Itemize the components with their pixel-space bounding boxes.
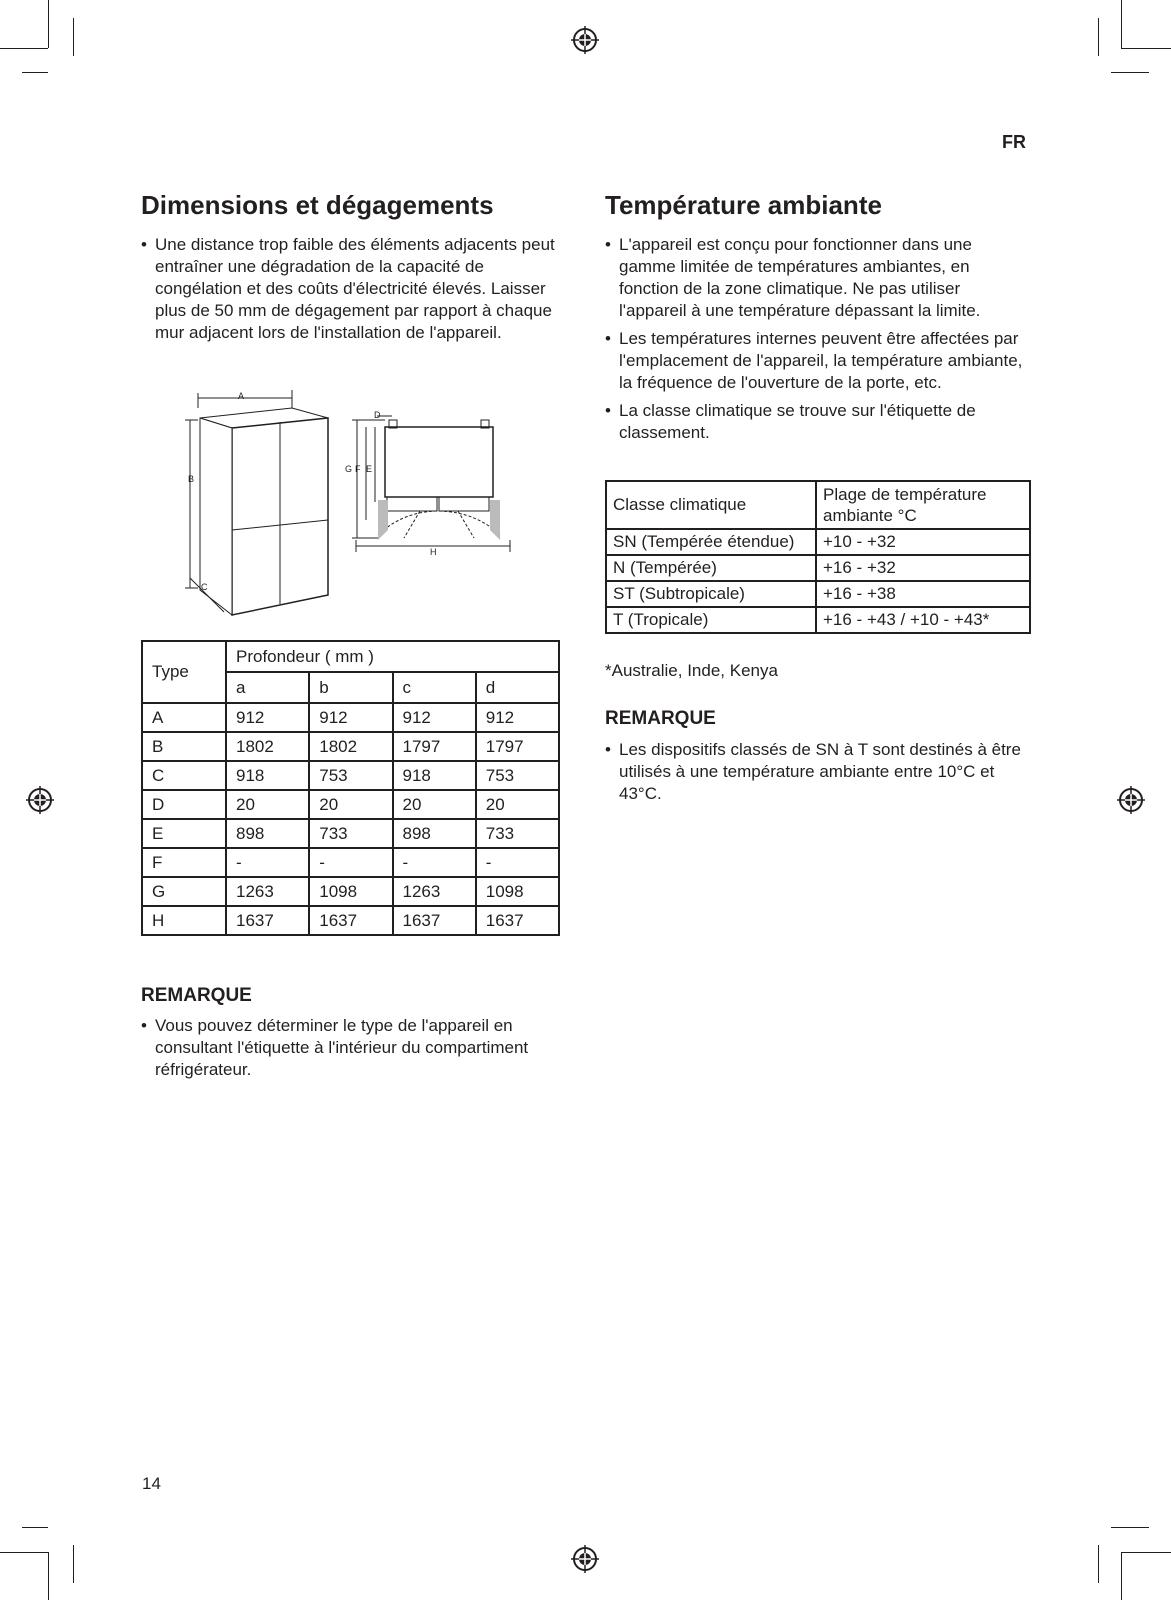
table-cell: SN (Tempérée étendue) [606,529,816,555]
table-row [142,732,559,761]
table-cell: 1637 [226,906,309,935]
table-cell: 20 [309,790,392,819]
table-cell: +16 - +43 / +10 - +43* [816,607,1030,633]
table-cell: 898 [226,819,309,848]
table-column-header: a [226,672,309,703]
left-note-bullet-list [141,1015,561,1087]
table-cell: - [226,848,309,877]
table-cell: 20 [476,790,559,819]
row-label: B [142,732,226,761]
section-title-dimensions: Dimensions et dégagements [141,190,494,220]
table-cell: 1802 [309,732,392,761]
table-cell: +10 - +32 [816,529,1030,555]
table-cell: 918 [226,761,309,790]
table-cell: 912 [476,703,559,732]
table-cell: - [393,848,476,877]
diagram-label-a: A [238,391,245,401]
row-label: F [142,848,226,877]
crop-mark [73,1545,74,1583]
crop-mark [0,48,48,49]
row-label: A [142,703,226,732]
crop-mark [48,0,49,48]
table-cell: +16 - +38 [816,581,1030,607]
crop-mark [73,18,74,56]
table-column-header: c [393,672,476,703]
registration-mark-icon [571,1545,599,1573]
crop-mark [1121,1552,1122,1600]
crop-mark [22,72,48,73]
table-cell: 1098 [476,877,559,906]
crop-mark [0,1552,48,1553]
table-cell: 1797 [476,732,559,761]
table-cell: 20 [393,790,476,819]
table-row [606,555,1030,581]
list-item: • Une distance trop faible des éléments adjacents peut entraîner une dégradation de la capacité de congélation et des coûts d'électricité élevés. Laisser plus de 50 mm de dégagement par rapport à chaque mur adjacent lors de l'installation de l'appareil. [141,234,561,344]
table-cell: 912 [309,703,392,732]
table-row [142,848,559,877]
diagram-label-c: C [201,582,208,592]
row-label: E [142,819,226,848]
list-item: • L'appareil est conçu pour fonctionner dans une gamme limitée de températures ambiantes, en fonction de la zone climatique. Ne pas utiliser l'appareil à une température dépassant la limite. [605,234,1025,322]
dimensions-table [141,640,560,936]
dimensions-bullet-list [141,234,561,350]
crop-mark [1121,1552,1171,1553]
diagram-label-b: B [188,474,195,484]
table-cell: 918 [393,761,476,790]
table-cell: 20 [226,790,309,819]
table-cell: 1263 [393,877,476,906]
table-cell: 898 [393,819,476,848]
table-cell: - [309,848,392,877]
table-row [606,581,1030,607]
table-cell: 1637 [476,906,559,935]
temperature-bullet-list [605,234,1025,450]
table-cell: 912 [393,703,476,732]
row-label: C [142,761,226,790]
diagram-label-g: G [345,464,353,474]
section-title-ambient-temperature: Température ambiante [605,190,882,220]
table-header-type: Type [142,641,226,703]
language-label: FR [1002,132,1026,152]
table-cell: 912 [226,703,309,732]
table-cell: T (Tropicale) [606,607,816,633]
table-cell: 1098 [309,877,392,906]
table-column-header: d [476,672,559,703]
diagram-label-f: F [355,464,361,474]
table-row [606,607,1030,633]
row-label: H [142,906,226,935]
table-cell: 733 [309,819,392,848]
table-cell: 733 [476,819,559,848]
table-row [142,877,559,906]
registration-mark-icon [26,786,54,814]
table-cell: 1802 [226,732,309,761]
table-header-depth: Profondeur ( mm ) [226,641,559,672]
list-item: • Vous pouvez déterminer le type de l'appareil en consultant l'étiquette à l'intérieur du compartiment réfrigérateur. [141,1015,561,1081]
left-note-title: REMARQUE [141,985,252,1006]
table-cell: 753 [309,761,392,790]
table-cell: +16 - +32 [816,555,1030,581]
crop-mark [1121,48,1171,49]
crop-mark [1098,1545,1099,1583]
table-cell: 1637 [393,906,476,935]
climate-class-table [605,480,1031,634]
crop-mark [48,1552,49,1600]
list-item: • Les dispositifs classés de SN à T sont destinés à être utilisés à une température ambiante entre 10°C et 43°C. [605,739,1025,805]
crop-mark [1111,72,1149,73]
table-row [142,819,559,848]
table-cell: ST (Subtropicale) [606,581,816,607]
diagram-label-d: D [374,410,381,420]
table-cell: 1263 [226,877,309,906]
table-row [606,529,1030,555]
row-label: G [142,877,226,906]
table-cell: 1797 [393,732,476,761]
diagram-label-e: E [366,464,373,474]
refrigerator-dimension-diagram [180,390,530,620]
table-row [142,790,559,819]
table-row [142,906,559,935]
right-note-bullet-list [605,739,1025,811]
list-item: • La classe climatique se trouve sur l'étiquette de classement. [605,400,1025,444]
crop-mark [22,1527,48,1528]
table-row [142,703,559,732]
table-cell: N (Tempérée) [606,555,816,581]
registration-mark-icon [571,26,599,54]
diagram-label-h: H [430,547,437,557]
list-item: • Les températures internes peuvent être affectées par l'emplacement de l'appareil, la température ambiante, la fréquence de l'ouverture de la porte, etc. [605,328,1025,394]
climate-footnote: *Australie, Inde, Kenya [605,661,778,680]
crop-mark [1121,0,1122,48]
registration-mark-icon [1117,786,1145,814]
crop-mark [1111,1527,1149,1528]
page-number: 14 [142,1474,161,1493]
table-cell: 753 [476,761,559,790]
crop-mark [1098,18,1099,56]
table-cell: - [476,848,559,877]
table-header-climate-class: Classe climatique [606,481,816,529]
table-cell: 1637 [309,906,392,935]
table-row [142,761,559,790]
row-label: D [142,790,226,819]
table-column-header: b [309,672,392,703]
right-note-title: REMARQUE [605,708,716,729]
table-header-temperature-range: Plage de température ambiante °C [816,481,1030,529]
